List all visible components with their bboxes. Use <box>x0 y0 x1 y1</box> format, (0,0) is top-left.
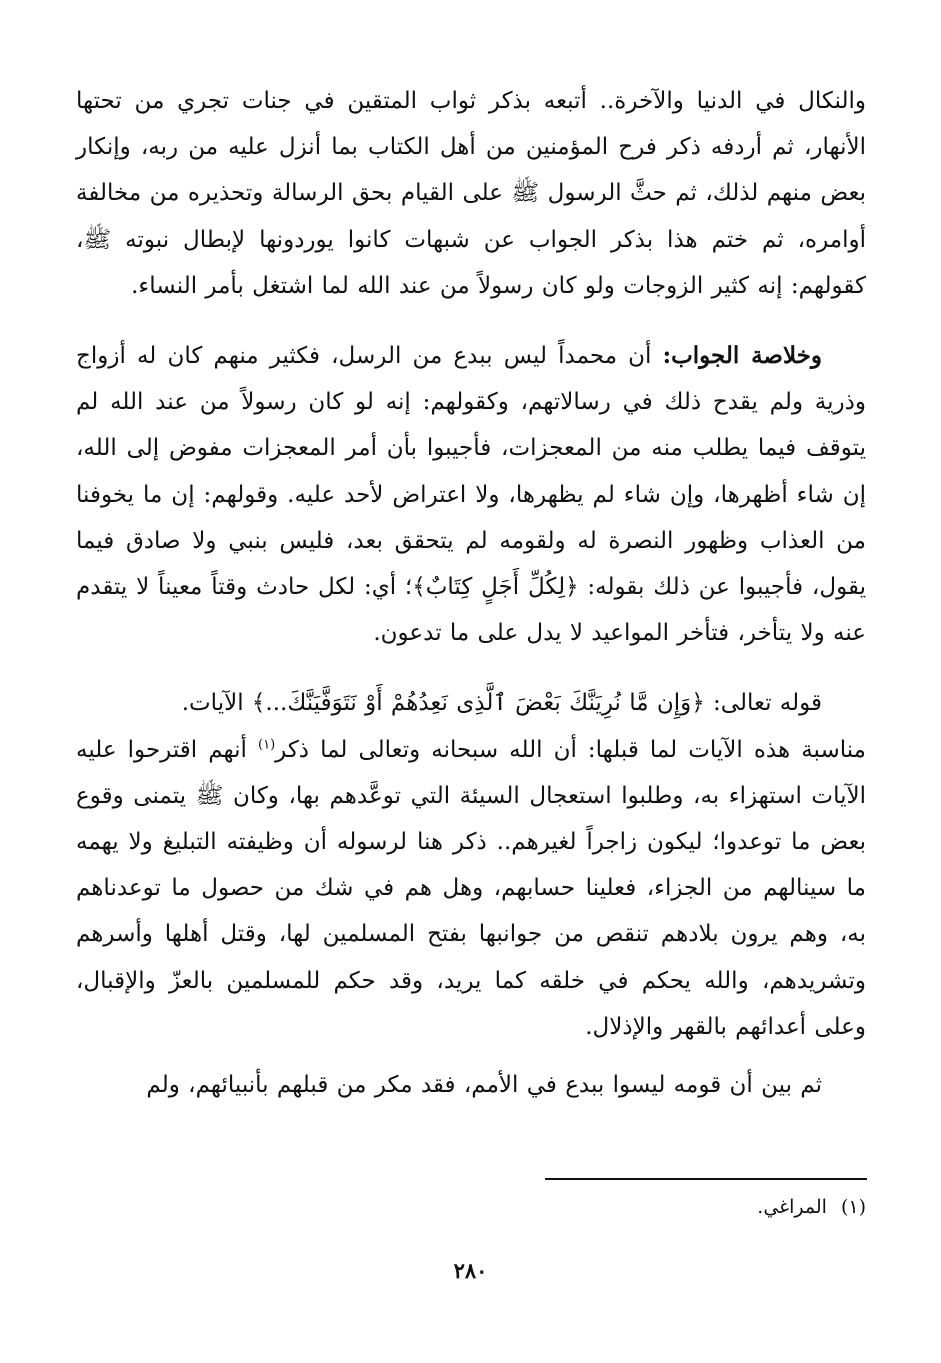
page-number: ٢٨٠ <box>453 1258 488 1283</box>
paragraph-answer-summary <box>76 333 866 656</box>
relevance-text-start: مناسبة هذه الآيات لما قبلها: أن الله سبحانه وتعالى لما ذكر <box>275 736 866 763</box>
answer-summary-text: أن محمداً ليس ببدع من الرسل، فكثير منهم كان له أزواج وذرية ولم يقدح ذلك في رسالاتهم، وكقولهم: إنه لو كان رسولاً من عند الله لم يتوقف فيما يطلب منه من المعجزات، فأجيبوا بأن أمر المعجزات مفوض إلى الله، إن شاء أظهرها، وإن شاء لم يظهرها، ولا اعتراض لأحد عليه. وقولهم: إن ما يخوفنا من العذاب وظهور النصرة له ولقومه لم يتحقق بعد، فليس بنبي ولا صادق فيما يقول، فأجيبوا عن ذلك بقوله: ﴿لِكُلِّ أَجَلٍ كِتَابٌ﴾؛ أي: لكل حادث وقتاً معيناً لا يتقدم عنه ولا يتأخر، فتأخر المواعيد لا يدل على ما تدعون. <box>76 343 866 647</box>
paragraph-closing: ثم بين أن قومه ليسوا ببدع في الأمم، فقد مكر من قبلهم بأنبيائهم، ولم <box>146 1072 822 1099</box>
footnote-divider <box>545 1178 867 1180</box>
relevance-text-end: أنهم اقترحوا عليه الآيات استهزاء به، وطلبوا استعجال السيئة التي توعَّدهم بها، وكان ﷺ يتمنى وقوع بعض ما توعدوا؛ ليكون زاجراً لغيرهم.. ذكر هنا لرسوله أن وظيفته التبليغ ولا يهمه ما سينالهم من الجزاء، فعلينا حسابهم، وهل هم في شك من حصول ما توعدناهم به، وهم يرون بلادهم تنقص من جوانبها بفتح المسلمين لها، وقتل أهلها وأسرهم وتشريدهم، والله يحكم في خلقه كما يريد، وقد حكم للمسلمين بالعزّ والإقبال، وعلى أعدائهم بالقهر والإذلال. <box>76 736 866 1040</box>
main-text <box>76 78 866 1108</box>
footnote-number: (١) <box>840 1196 866 1218</box>
footnote-reference[interactable]: (١) <box>258 736 276 752</box>
answer-summary-label: وخلاصة الجواب: <box>662 342 822 370</box>
footnote <box>76 1192 866 1222</box>
paragraph-verse-heading: قوله تعالى: ﴿وَإِن مَّا نُرِيَنَّكَ بَعْضَ ٱلَّذِى نَعِدُهُمْ أَوْ نَتَوَفَّيَنَّكَ...﴾ الآيات. <box>181 690 822 717</box>
footnote-text: المراغي. <box>757 1196 827 1218</box>
paragraph-relevance <box>76 727 866 1050</box>
paragraph-intro: والنكال في الدنيا والآخرة.. أتبعه بذكر ثواب المتقين في جنات تجري من تحتها الأنهار، ثم أردفه ذكر فرح المؤمنين من أهل الكتاب بما أنزل عليه من ربه، وإنكار بعض منهم لذلك، ثم حثَّ الرسول ﷺ على القيام بحق الرسالة وتحذيره من مخالفة أوامره، ثم ختم هذا بذكر الجواب عن شبهات كانوا يوردونها لإبطال نبوته ﷺ، كقولهم: إنه كثير الزوجات ولو كان رسولاً من عند الله لما اشتغل بأمر النساء. <box>76 88 866 299</box>
